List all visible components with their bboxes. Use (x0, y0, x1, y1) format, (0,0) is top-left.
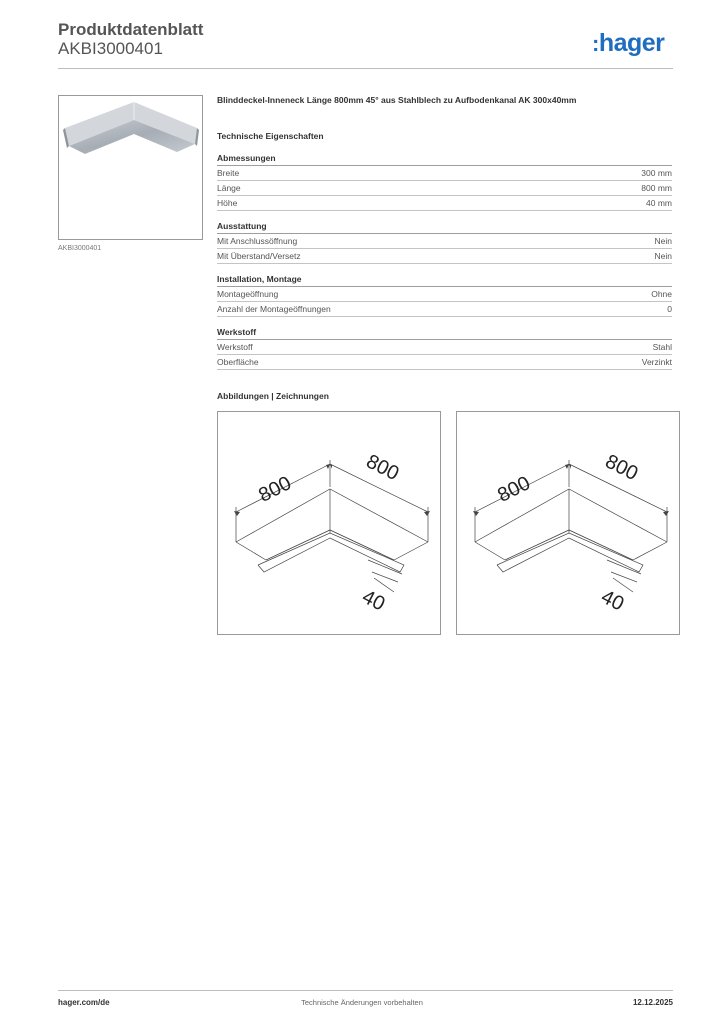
group-abmessungen (217, 153, 672, 211)
spec-label: Breite (217, 168, 240, 178)
spec-label: Länge (217, 183, 241, 193)
spec-row (217, 234, 672, 249)
logo-text: hager (598, 29, 665, 57)
spec-row (217, 287, 672, 302)
spec-label: Oberfläche (217, 357, 259, 367)
spec-row (217, 196, 672, 211)
spec-row (217, 166, 672, 181)
spec-value: 0 (667, 304, 672, 314)
technical-drawing (456, 411, 680, 635)
product-description: Blinddeckel-Inneneck Länge 800mm 45° aus Stahlblech zu Aufbodenkanal AK 300x40mm (217, 95, 577, 105)
dim-right-label: 800 (601, 450, 642, 486)
dim-left-label: 800 (494, 472, 534, 507)
spec-row (217, 355, 672, 370)
hager-logo (592, 29, 664, 58)
document-title: Produktdatenblatt (58, 20, 204, 39)
spec-row (217, 181, 672, 196)
group-title: Abmessungen (217, 153, 672, 166)
spec-value: 800 mm (641, 183, 672, 193)
tech-heading: Technische Eigenschaften (217, 131, 324, 141)
spec-value: 40 mm (646, 198, 672, 208)
footer-divider (58, 990, 673, 991)
drawings-heading: Abbildungen | Zeichnungen (217, 391, 329, 401)
dim-height-label: 40 (597, 585, 628, 616)
header-divider (58, 68, 673, 69)
spec-label: Werkstoff (217, 342, 253, 352)
logo-dots: : (592, 31, 599, 56)
group-title: Installation, Montage (217, 274, 672, 287)
spec-label: Höhe (217, 198, 238, 208)
dim-right-label: 800 (362, 450, 403, 486)
group-installation (217, 274, 672, 317)
footer-note: Technische Änderungen vorbehalten (301, 998, 423, 1007)
spec-label: Montageöffnung (217, 289, 279, 299)
spec-label: Anzahl der Montageöffnungen (217, 304, 331, 314)
spec-value: Nein (654, 236, 672, 246)
group-title: Ausstattung (217, 221, 672, 234)
spec-row (217, 249, 672, 264)
spec-value: Stahl (652, 342, 672, 352)
image-caption: AKBI3000401 (58, 245, 102, 252)
dim-height-label: 40 (358, 585, 389, 616)
spec-label: Mit Anschlussöffnung (217, 236, 298, 246)
spec-row (217, 340, 672, 355)
product-image-illustration (59, 96, 202, 239)
product-image (58, 95, 203, 240)
group-ausstattung (217, 221, 672, 264)
spec-label: Mit Überstand/Versetz (217, 251, 301, 261)
group-werkstoff (217, 327, 672, 370)
spec-row (217, 302, 672, 317)
spec-value: Verzinkt (641, 357, 672, 367)
footer-website[interactable]: hager.com/de (58, 998, 110, 1007)
product-code: AKBI3000401 (58, 39, 163, 58)
drawing-svg (457, 412, 679, 634)
drawing-svg (218, 412, 440, 634)
dim-left-label: 800 (255, 472, 295, 507)
spec-value: Nein (654, 251, 672, 261)
group-title: Werkstoff (217, 327, 672, 340)
spec-value: 300 mm (641, 168, 672, 178)
footer-date: 12.12.2025 (632, 998, 673, 1007)
technical-drawing (217, 411, 441, 635)
spec-value: Ohne (651, 289, 672, 299)
product-content (217, 95, 672, 380)
